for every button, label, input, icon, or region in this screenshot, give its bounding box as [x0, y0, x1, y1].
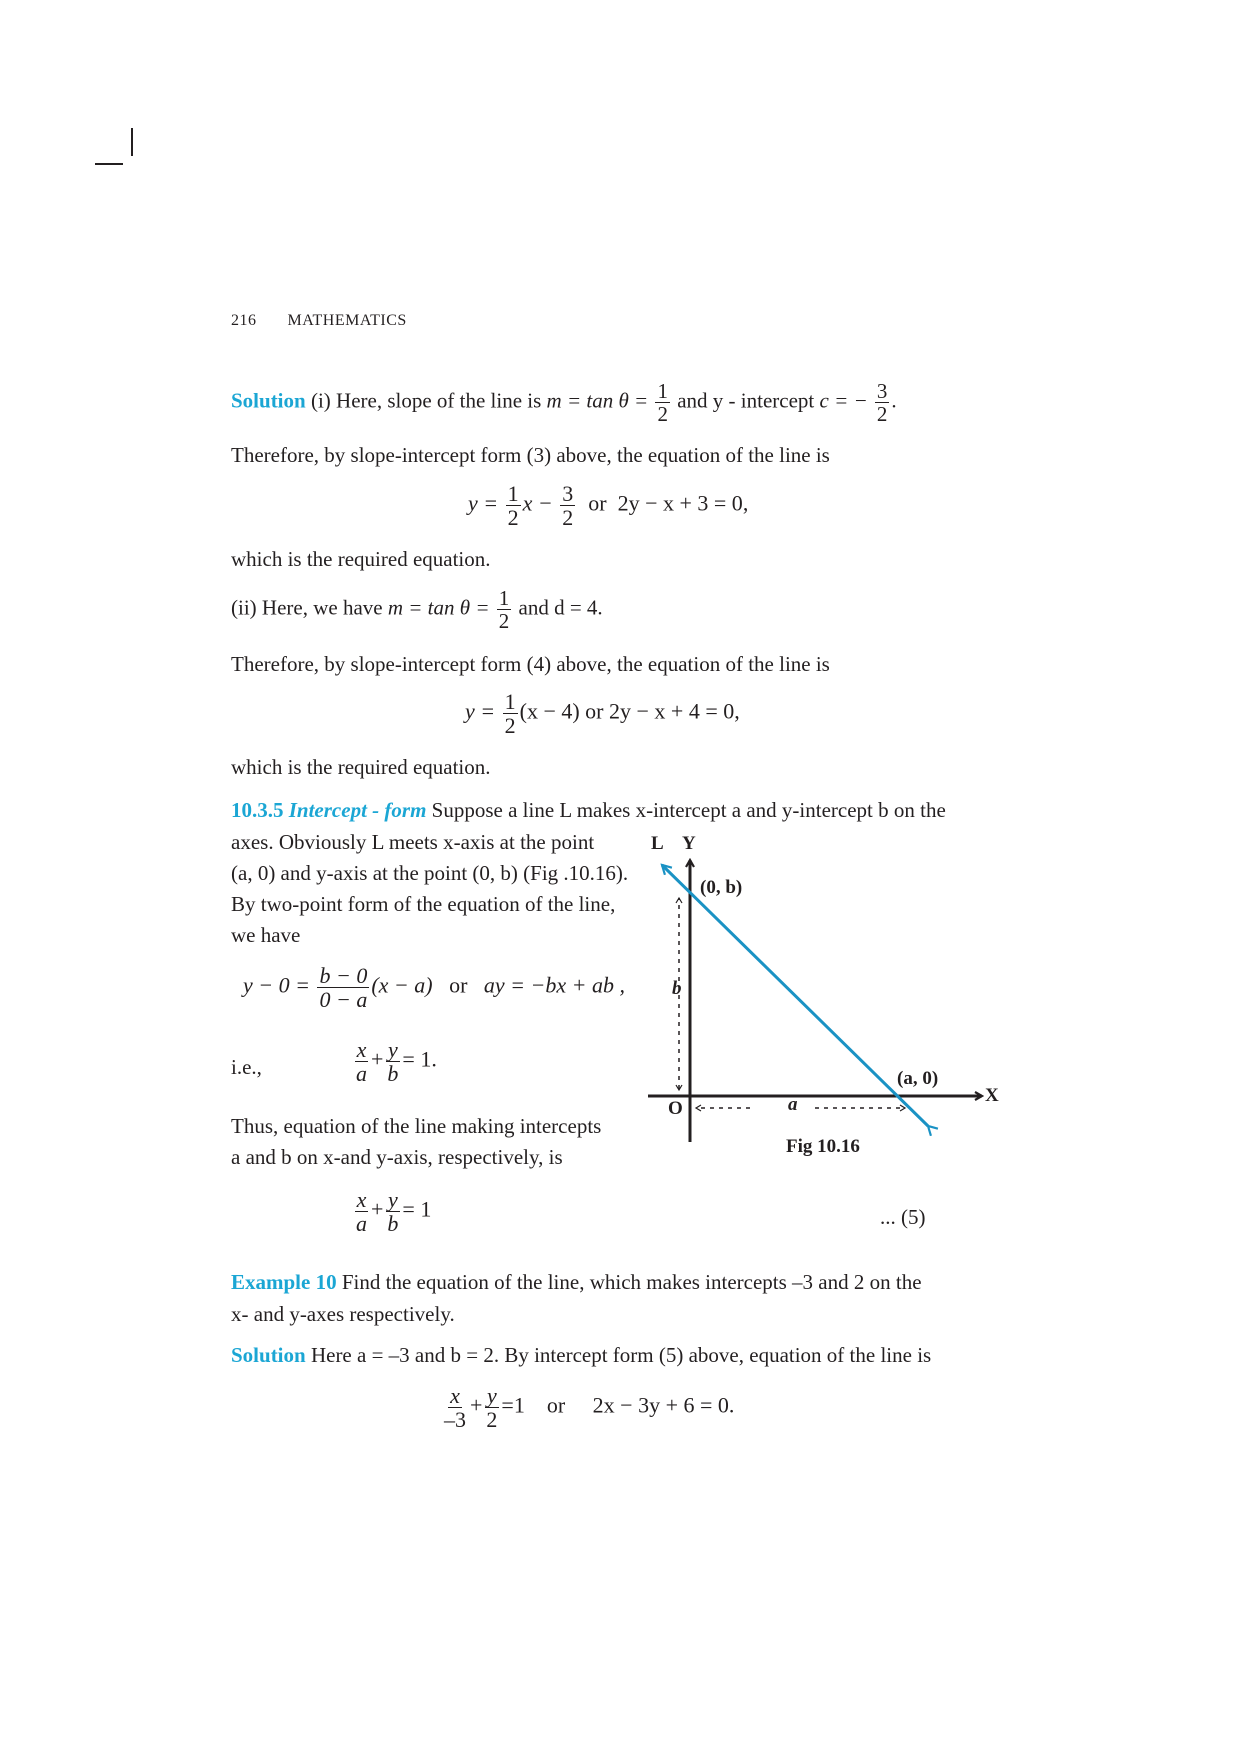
solution-ii-line2: Therefore, by slope-intercept form (4) above, the equation of the line is: [231, 652, 830, 676]
comma: ,: [734, 698, 740, 724]
slope-fraction: [497, 587, 512, 632]
slope-fraction: [655, 380, 670, 425]
intercept-equation-ie: [352, 1038, 437, 1085]
section-line5: we have: [231, 923, 301, 947]
text: (ii) Here, we have: [231, 595, 388, 620]
numerator: 1: [504, 689, 516, 714]
slope-expr: m = tan θ =: [546, 388, 649, 413]
fraction: [317, 964, 369, 1011]
x-axis-label: X: [985, 1085, 999, 1106]
intercept-equation-5: [352, 1188, 431, 1235]
figure-caption: Fig 10.16: [786, 1136, 860, 1157]
page-number: 216: [231, 312, 257, 329]
eq-rhs: =1: [501, 1392, 525, 1418]
section-line2: axes. Obviously L meets x-axis at the point: [231, 830, 595, 854]
or-word: or: [588, 490, 607, 516]
b-length-label: b: [672, 978, 682, 999]
intercept-fraction: [875, 380, 890, 425]
equation-ii: [465, 690, 740, 737]
solution-i-conclusion: which is the required equation.: [231, 547, 491, 571]
numerator: x: [356, 1037, 367, 1062]
running-title: MATHEMATICS: [287, 312, 407, 329]
two-point-equation: [243, 964, 625, 1011]
solution-i-line2: Therefore, by slope-intercept form (3) above, the equation of the line is: [231, 443, 830, 467]
eq-lhs: y =: [465, 698, 496, 724]
denominator: b: [387, 1211, 399, 1237]
fraction: [484, 1384, 499, 1431]
numerator: x: [450, 1383, 460, 1408]
example-10-solution: [231, 1343, 931, 1368]
eq-lhs: y − 0 =: [243, 972, 310, 998]
fraction: [442, 1384, 468, 1431]
line-label: L: [651, 833, 664, 854]
or-word: or: [449, 972, 468, 998]
fraction: [506, 482, 521, 529]
example-10-equation: [440, 1384, 734, 1431]
denominator: 2: [507, 505, 519, 531]
or-word: or: [546, 1392, 566, 1418]
example-10-line1: [231, 1270, 922, 1295]
eq-term: x −: [522, 490, 553, 516]
denominator: 2: [504, 713, 516, 739]
text: and y - intercept: [677, 388, 820, 413]
eq-alt: ay = −bx + ab ,: [483, 972, 625, 998]
section-title: Intercept - form: [288, 798, 427, 822]
fraction: [503, 690, 518, 737]
solution-i-line1: [231, 380, 897, 425]
eq-alt: 2y − x + 3 = 0: [617, 490, 743, 516]
numerator: x: [356, 1187, 367, 1212]
y-axis-label: Y: [682, 833, 696, 854]
fraction: [354, 1038, 369, 1085]
plus: +: [470, 1392, 483, 1418]
figure-10-16: [640, 830, 1020, 1170]
denominator: –3: [444, 1407, 466, 1433]
thus-line2: a and b on x-and y-axis, respectively, is: [231, 1145, 563, 1169]
intercept-expr: c = −: [819, 388, 868, 413]
text: Suppose a line L makes x-intercept a and y-intercept b on the: [426, 798, 946, 822]
plus: +: [371, 1046, 384, 1072]
numerator: 1: [498, 586, 510, 610]
numerator: 1: [507, 481, 519, 506]
period: .: [431, 1046, 437, 1072]
section-number: 10.3.5: [231, 798, 284, 822]
section-line4: By two-point form of the equation of the line,: [231, 892, 616, 916]
eq-rhs: = 1: [402, 1196, 432, 1222]
x-intercept-label: (a, 0): [897, 1068, 939, 1089]
numerator: 3: [876, 379, 888, 403]
period: .: [891, 388, 897, 413]
numerator: 1: [657, 379, 668, 403]
page-header: [231, 312, 407, 330]
denominator: 2: [498, 609, 510, 634]
numerator: y: [388, 1187, 398, 1212]
solution-ii-conclusion: which is the required equation.: [231, 755, 491, 779]
y-intercept-label: (0, b): [700, 877, 743, 898]
denominator: 2: [876, 402, 888, 427]
origin-label: O: [668, 1098, 683, 1119]
period: .: [728, 1392, 735, 1418]
comma: ,: [742, 490, 749, 516]
denominator: 2: [657, 402, 668, 427]
line-l: [662, 865, 928, 1126]
text: and d = 4.: [513, 595, 603, 620]
thus-line1: Thus, equation of the line making intercepts: [231, 1114, 602, 1138]
fraction: [385, 1038, 400, 1085]
fraction: [354, 1188, 369, 1235]
denominator: 2: [486, 1407, 498, 1433]
plus: +: [371, 1196, 384, 1222]
example-label: Example 10: [231, 1270, 337, 1294]
slope-expr: m = tan θ =: [387, 595, 490, 620]
eq-rhs: = 1: [402, 1046, 432, 1072]
eq-term: (x − a): [371, 972, 433, 998]
crop-mark-horizontal: [95, 163, 123, 165]
numerator: 3: [562, 481, 574, 506]
equation-tag: ... (5): [880, 1205, 926, 1229]
denominator: a: [356, 1061, 367, 1087]
crop-mark-vertical: [131, 128, 133, 156]
equation-i: [468, 482, 748, 529]
section-line3: (a, 0) and y-axis at the point (0, b) (Fig .10.16).: [231, 861, 629, 885]
denominator: 0 − a: [319, 987, 368, 1013]
numerator: y: [388, 1037, 398, 1062]
eq-lhs: y =: [468, 490, 499, 516]
denominator: b: [387, 1061, 399, 1087]
text: Here a = –3 and b = 2. By intercept form (5) above, equation of the line is: [305, 1343, 932, 1367]
denominator: 2: [562, 505, 574, 531]
numerator: y: [487, 1383, 497, 1408]
text: Find the equation of the line, which makes intercepts –3 and 2 on the: [336, 1270, 922, 1294]
ie-label: i.e.,: [231, 1055, 262, 1079]
a-length-label: a: [788, 1094, 798, 1115]
eq-alt: 2x − 3y + 6 = 0: [592, 1392, 729, 1418]
denominator: a: [356, 1211, 367, 1237]
eq-rest: (x − 4) or 2y − x + 4 = 0: [519, 698, 735, 724]
fraction: [385, 1188, 400, 1235]
numerator: b − 0: [319, 963, 368, 988]
section-line1: [231, 798, 946, 823]
example-10-line2: x- and y-axes respectively.: [231, 1302, 455, 1326]
solution-label: Solution: [231, 1343, 306, 1367]
solution-label: Solution: [231, 388, 306, 413]
fraction: [560, 482, 575, 529]
solution-ii-line1: [231, 587, 603, 632]
text: (i) Here, slope of the line is: [310, 388, 547, 413]
